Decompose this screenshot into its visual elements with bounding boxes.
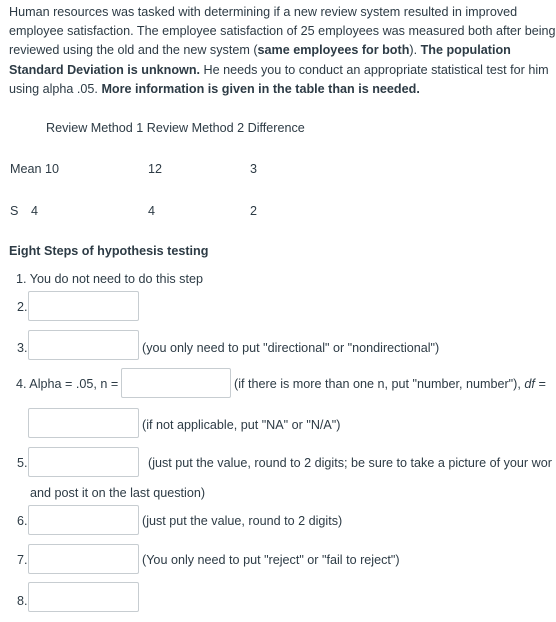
row-mean-label: Mean 10 — [10, 162, 60, 176]
step4-note-text: (if there is more than one n, put "number, number"), — [234, 377, 525, 391]
step5-input[interactable] — [28, 447, 139, 477]
step1-text: 1. You do not need to do this step — [16, 272, 203, 286]
step5-note: (just put the value, round to 2 digits; be sure to take a picture of your wor — [148, 456, 552, 470]
step2-input[interactable] — [28, 291, 139, 321]
step4-note — [234, 377, 546, 391]
step7-input[interactable] — [28, 544, 139, 574]
row-s-method1: 4 — [31, 204, 39, 218]
row-mean-difference: 3 — [250, 162, 258, 176]
question-intro — [9, 3, 556, 99]
row-s-label: S — [10, 204, 19, 218]
step4-df-input[interactable] — [28, 408, 139, 438]
intro-text-3: He needs you to conduct an appropriate statistical test for him using alpha .05. — [9, 62, 549, 96]
step3-note: (you only need to put "directional" or "nondirectional") — [142, 341, 440, 355]
row-s-difference: 2 — [250, 204, 258, 218]
table-header: Review Method 1 Review Method 2 Difference — [46, 121, 305, 135]
row-s-method2: 4 — [148, 204, 156, 218]
intro-text-1: Human resources was tasked with determining if a new review system resulted in improved employee satisfaction. The employee satisfaction of 25 employees was measured both after being reviewed using the old and the new system ( — [9, 5, 556, 58]
intro-bold-2: The population Standard Deviation is unknown. — [9, 43, 511, 77]
intro-bold-1: same employees for both — [257, 43, 410, 58]
step5-note-continued: and post it on the last question) — [30, 486, 206, 500]
step6-note: (just put the value, round to 2 digits) — [142, 514, 343, 528]
intro-text-2: ). — [409, 43, 421, 58]
row-mean-method2: 12 — [148, 162, 163, 176]
step6-input[interactable] — [28, 505, 139, 535]
step4-df-note: (if not applicable, put "NA" or "N/A") — [142, 418, 341, 432]
step6-label: 6. — [17, 514, 28, 528]
step7-note: (You only need to put "reject" or "fail to reject") — [142, 553, 400, 567]
step8-input[interactable] — [28, 582, 139, 612]
step5-label: 5. — [17, 456, 28, 470]
steps-heading: Eight Steps of hypothesis testing — [9, 244, 209, 258]
step7-label: 7. — [17, 553, 28, 567]
step2-label: 2. — [17, 300, 28, 314]
step4-n-input[interactable] — [121, 368, 231, 398]
intro-bold-3: More information is given in the table than is needed. — [101, 81, 420, 96]
step4-df-label: df = — [524, 377, 546, 391]
step3-label: 3. — [17, 341, 28, 355]
step8-label: 8. — [17, 594, 28, 608]
step3-input[interactable] — [28, 330, 139, 360]
step4-label: 4. Alpha = .05, n = — [16, 377, 119, 391]
